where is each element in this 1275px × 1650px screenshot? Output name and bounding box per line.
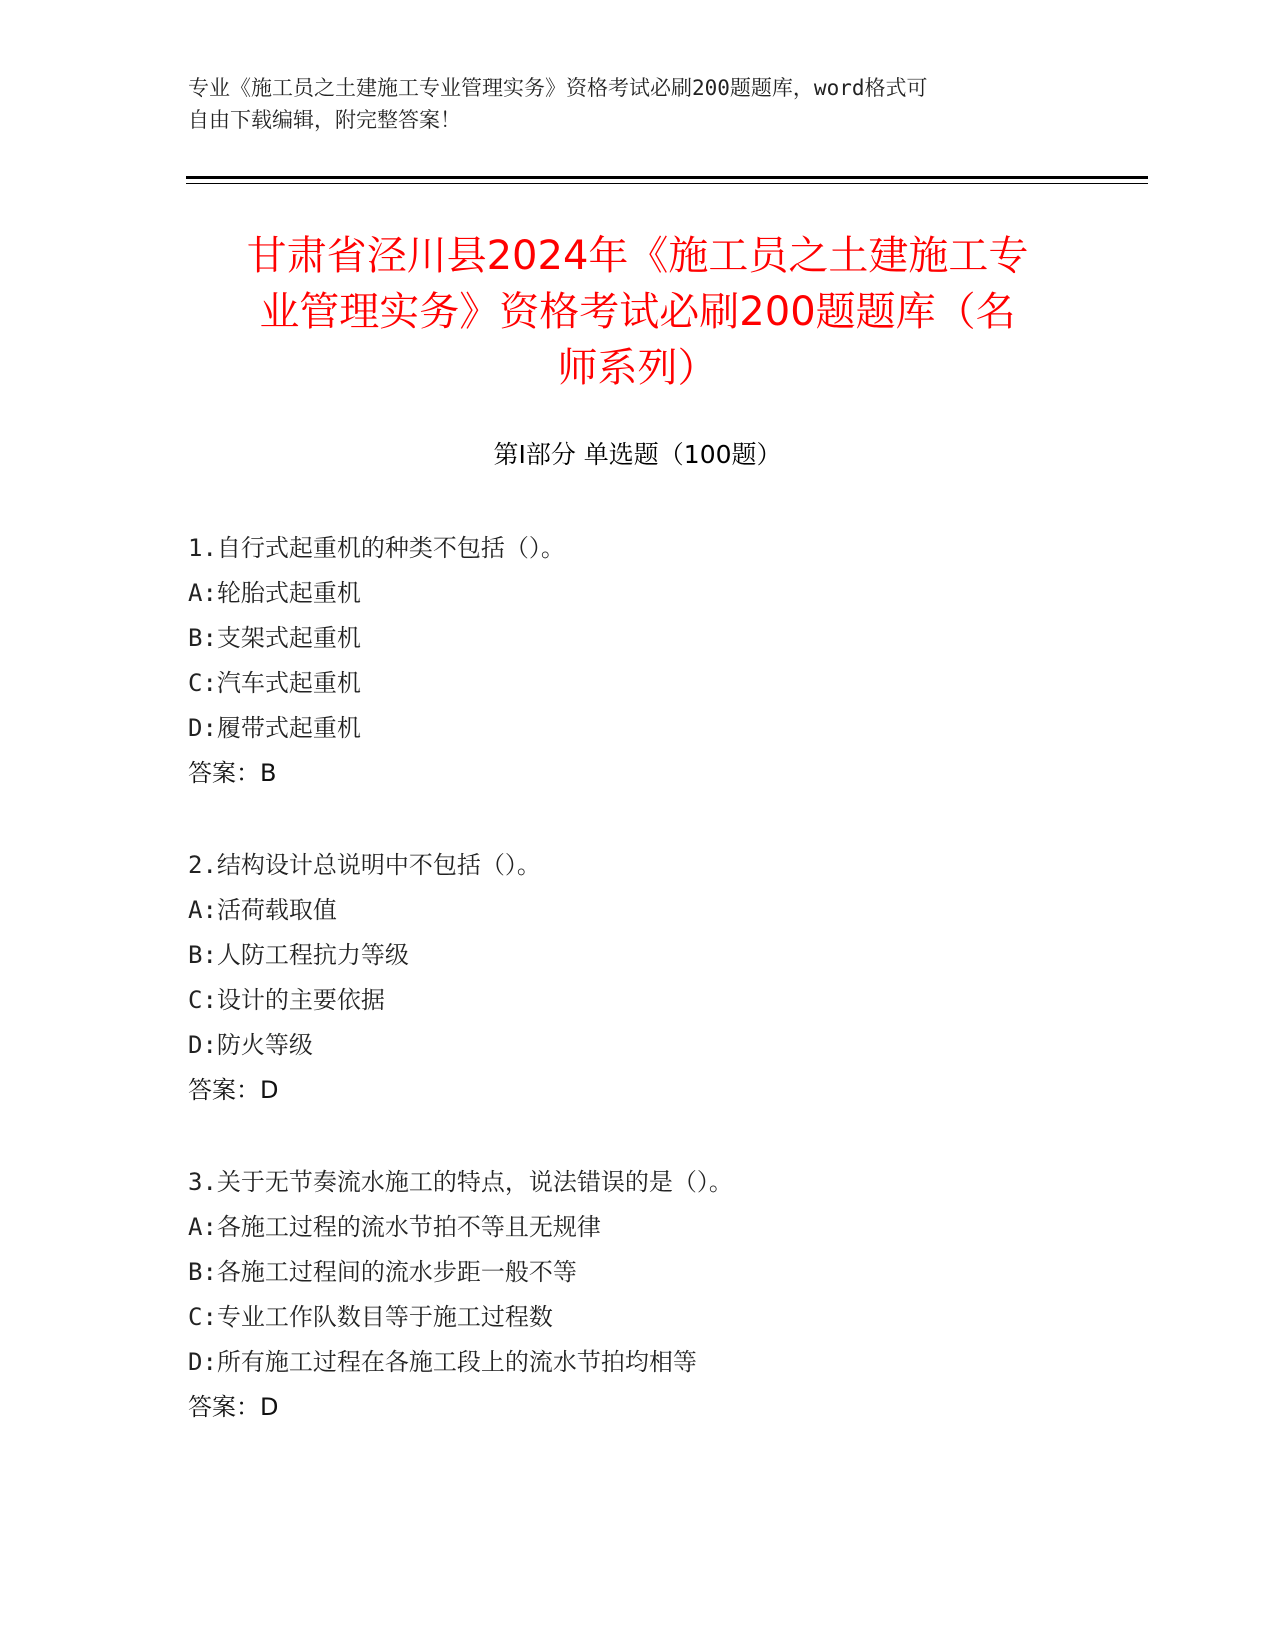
document-title-line-1: 甘肃省泾川县2024年《施工员之土建施工专 — [246, 233, 1029, 279]
document-title-line-2: 业管理实务》资格考试必刷200题题库（名 — [259, 289, 1016, 335]
header-note — [188, 72, 1088, 136]
document-title — [190, 228, 1085, 396]
header-note-line-1: 专业《施工员之土建施工专业管理实务》资格考试必刷200题题库，word格式可 — [188, 76, 928, 100]
answer-line: 答案：D — [188, 1393, 279, 1421]
document-title-line-3: 师系列） — [557, 345, 718, 391]
answer-line: 答案：D — [188, 1076, 279, 1104]
question-stem: 1.自行式起重机的种类不包括（）。 — [188, 534, 565, 562]
question-stem: 3.关于无节奏流水施工的特点，说法错误的是（）。 — [188, 1168, 733, 1196]
option-b: B:支架式起重机 — [188, 624, 361, 652]
option-d: D:履带式起重机 — [188, 714, 361, 742]
option-a: A:轮胎式起重机 — [188, 579, 361, 607]
question-item — [188, 1160, 1138, 1430]
header-divider-thin — [186, 183, 1148, 184]
option-b: B:人防工程抗力等级 — [188, 941, 409, 969]
answer-line: 答案：B — [188, 759, 277, 787]
option-d: D:所有施工过程在各施工段上的流水节拍均相等 — [188, 1348, 697, 1376]
header-divider-thick — [186, 176, 1148, 179]
question-item — [188, 526, 1138, 796]
option-b: B:各施工过程间的流水步距一般不等 — [188, 1258, 577, 1286]
option-a: A:活荷载取值 — [188, 896, 337, 924]
header-note-line-2: 自由下载编辑，附完整答案！ — [188, 108, 461, 132]
option-c: C:汽车式起重机 — [188, 669, 361, 697]
question-item — [188, 843, 1138, 1113]
question-stem: 2.结构设计总说明中不包括（）。 — [188, 851, 541, 879]
option-a: A:各施工过程的流水节拍不等且无规律 — [188, 1213, 601, 1241]
option-c: C:专业工作队数目等于施工过程数 — [188, 1303, 553, 1331]
option-d: D:防火等级 — [188, 1031, 313, 1059]
section-heading: 第Ⅰ部分 单选题（100题） — [493, 440, 782, 469]
option-c: C:设计的主要依据 — [188, 986, 385, 1014]
